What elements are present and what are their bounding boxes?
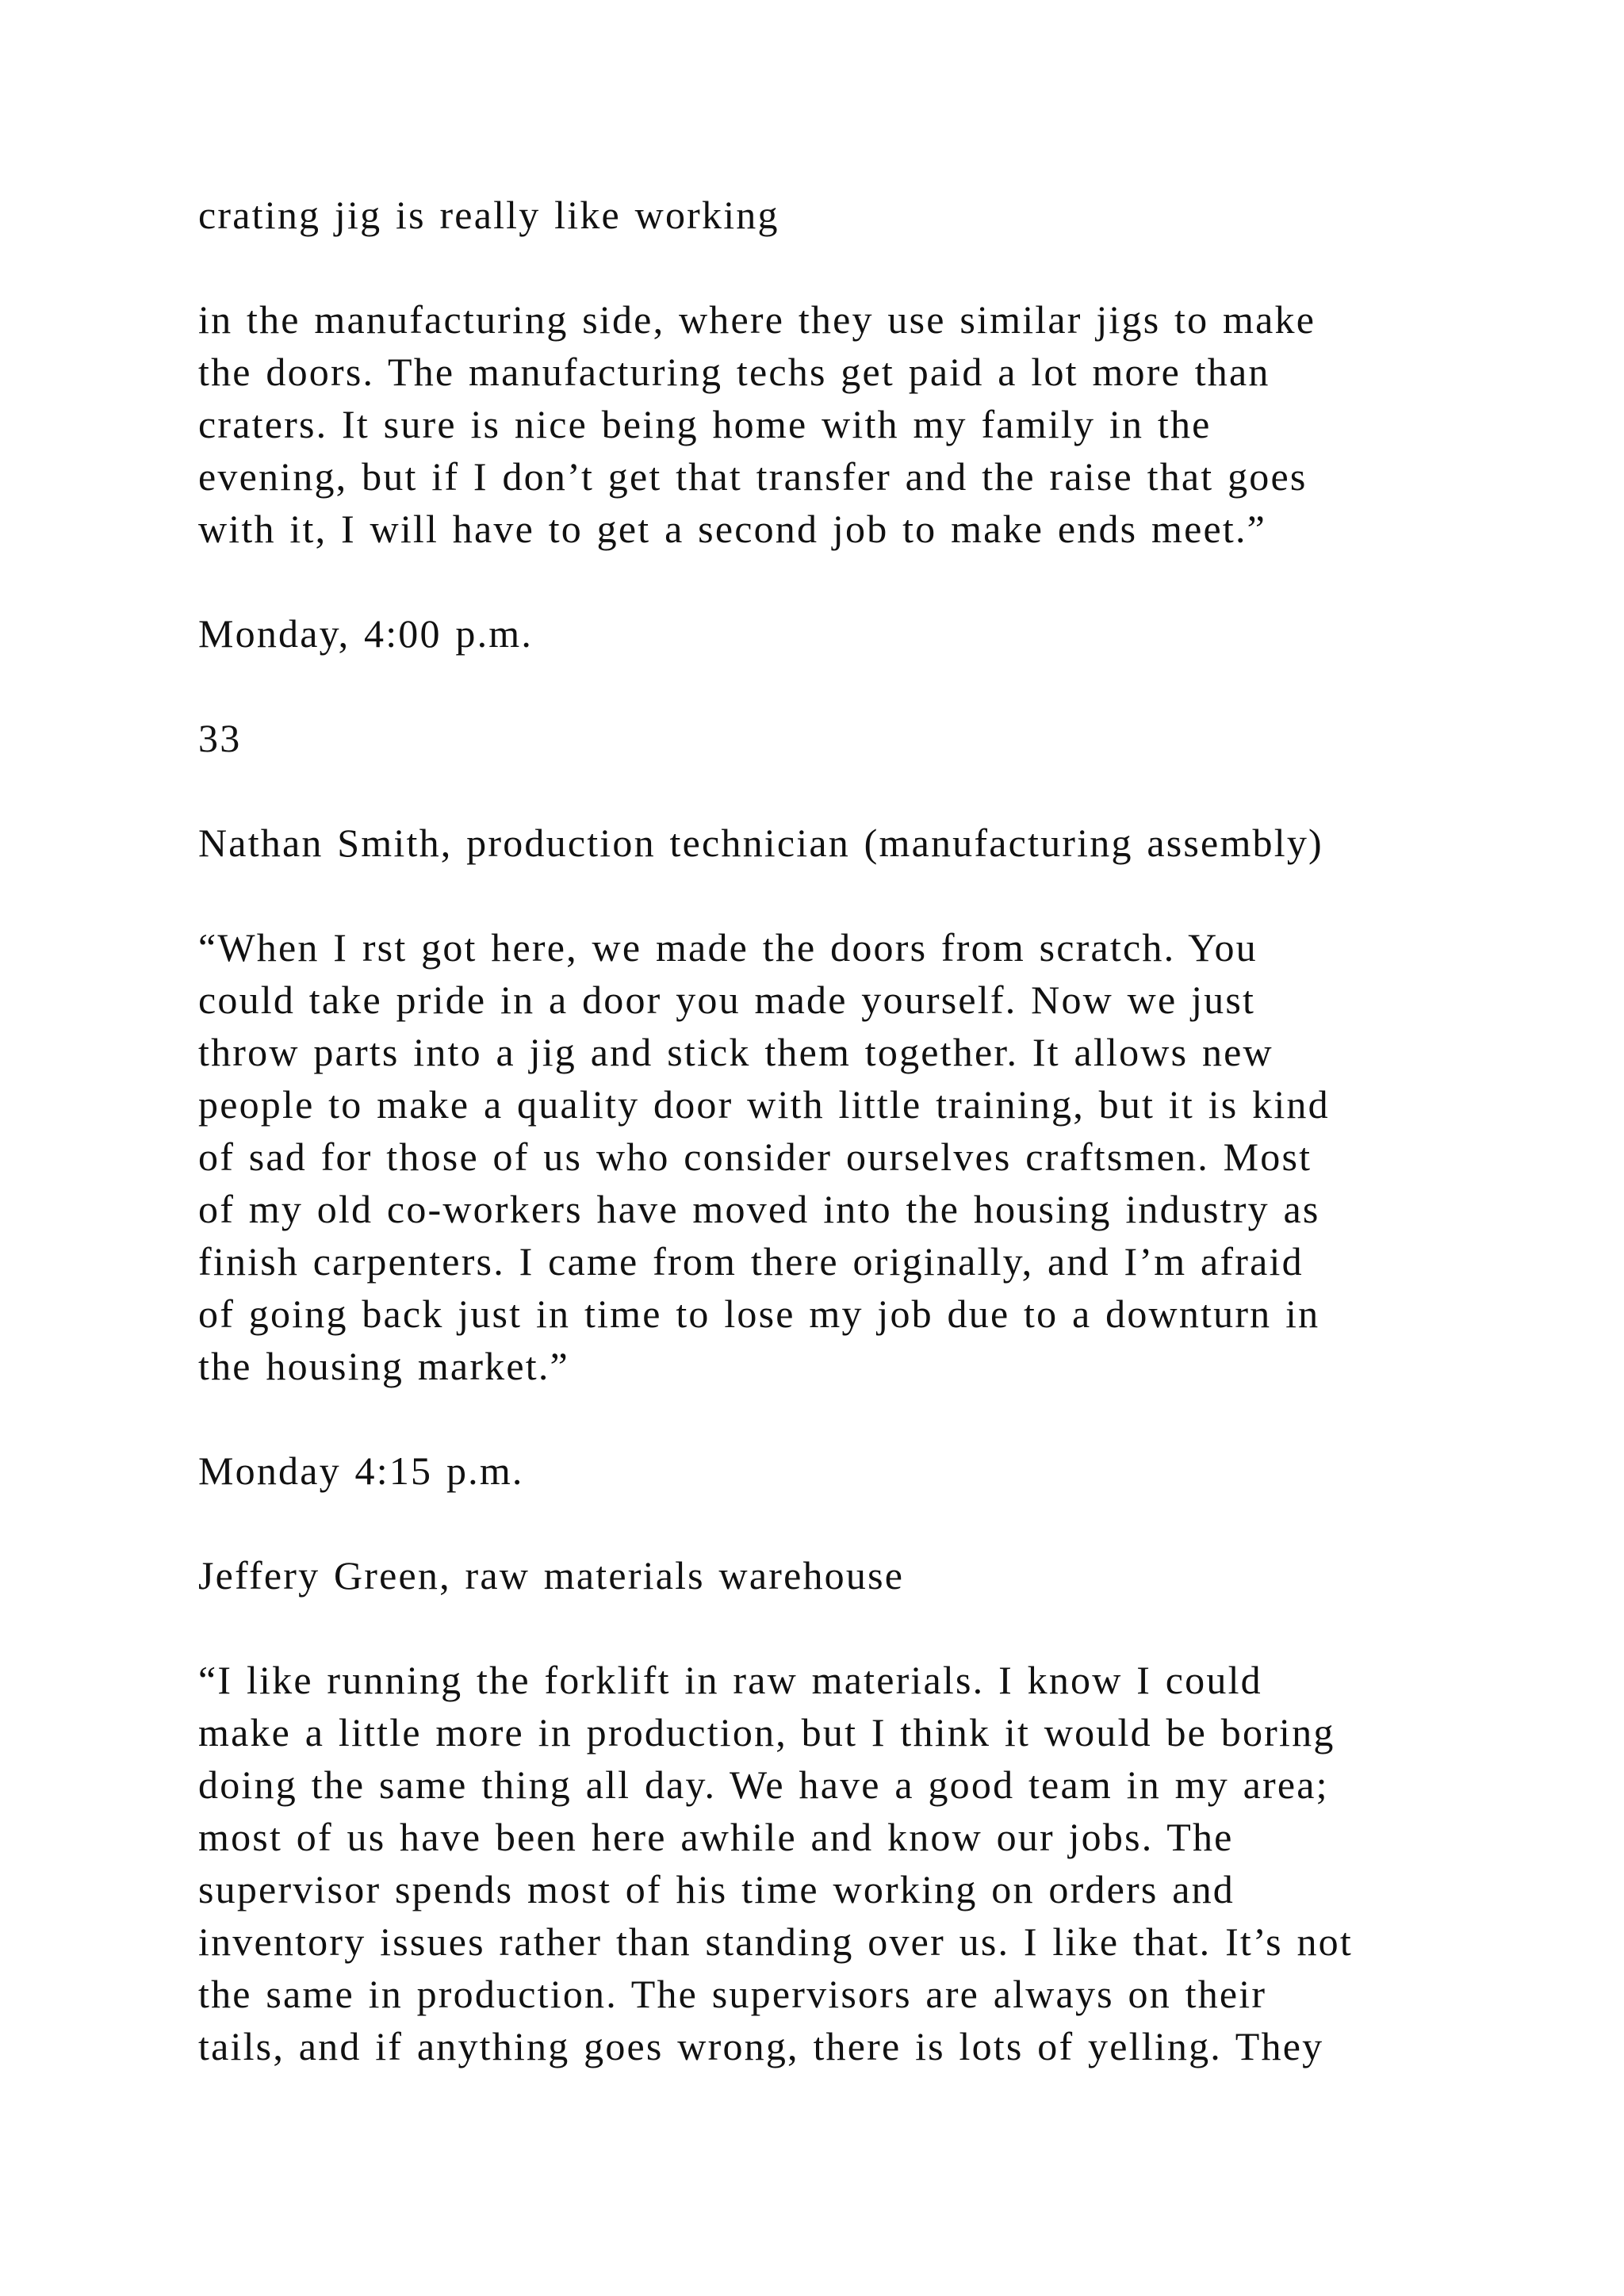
text-line: doing the same thing all day. We have a good team in my area; [198,1762,1329,1807]
text-line: tails, and if anything goes wrong, there is lots of yelling. They [198,2024,1324,2068]
text-line: craters. It sure is nice being home with my family in the [198,402,1212,446]
text-line: Jeffery Green, raw materials warehouse [198,1553,905,1598]
paragraph-crating-jig [198,189,1499,241]
text-line: make a little more in production, but I think it would be boring [198,1710,1335,1755]
text-line: most of us have been here awhile and know our jobs. The [198,1815,1234,1859]
text-line: of sad for those of us who consider ourselves craftsmen. Most [198,1135,1312,1179]
text-line: crating jig is really like working [198,193,779,237]
document-page [198,189,1499,2125]
quote-nathan-smith [198,921,1499,1392]
text-line: the doors. The manufacturing techs get paid a lot more than [198,350,1270,394]
text-line: Nathan Smith, production technician (manufacturing assembly) [198,821,1323,865]
text-line: Monday 4:15 p.m. [198,1448,524,1493]
timestamp-heading [198,1445,1499,1497]
text-line: inventory issues rather than standing over us. I like that. It’s not [198,1919,1353,1964]
text-line: of my old co-workers have moved into the housing industry as [198,1187,1320,1231]
text-line: people to make a quality door with little training, but it is kind [198,1082,1330,1127]
timestamp-heading [198,607,1499,660]
text-line: supervisor spends most of his time working on orders and [198,1867,1235,1911]
speaker-heading-nathan-smith [198,817,1499,869]
quote-jeffery-green [198,1654,1499,2072]
text-line: “I like running the forklift in raw materials. I know I could [198,1658,1262,1702]
speaker-heading-jeffery-green [198,1549,1499,1601]
text-line: evening, but if I don’t get that transfer and the raise that goes [198,454,1308,499]
text-line: Monday, 4:00 p.m. [198,611,534,656]
paragraph-manufacturing-side [198,293,1499,555]
text-line: 33 [198,716,242,760]
text-line: the same in production. The supervisors are always on their [198,1972,1267,2016]
text-line: of going back just in time to lose my job due to a downturn in [198,1292,1320,1336]
text-line: finish carpenters. I came from there originally, and I’m afraid [198,1239,1304,1284]
page-number [198,712,1499,764]
text-line: could take pride in a door you made yourself. Now we just [198,978,1256,1022]
text-line: “When I rst got here, we made the doors from scratch. You [198,925,1258,970]
text-line: with it, I will have to get a second job to make ends meet.” [198,507,1267,551]
text-line: throw parts into a jig and stick them together. It allows new [198,1030,1274,1074]
text-line: the housing market.” [198,1344,569,1388]
text-line: in the manufacturing side, where they use similar jigs to make [198,297,1316,342]
